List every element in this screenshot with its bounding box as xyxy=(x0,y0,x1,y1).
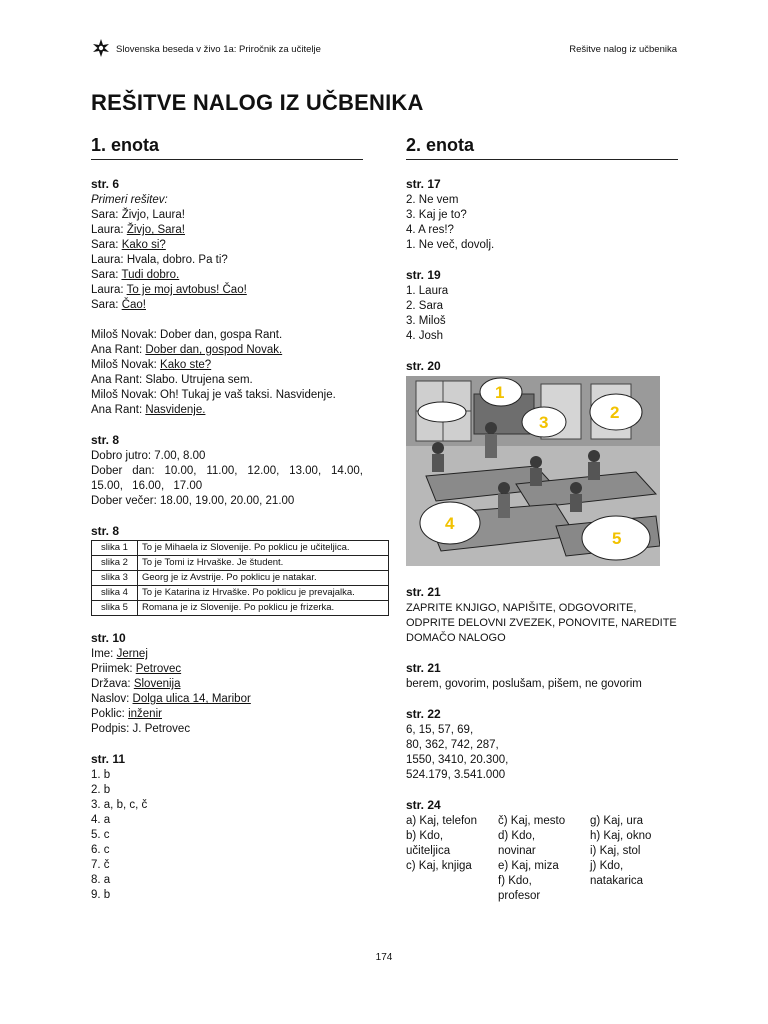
speaker-label: Miloš Novak: xyxy=(91,329,161,341)
answer-list xyxy=(498,814,590,904)
section-str-21-commands xyxy=(406,585,678,646)
section-str-8-table xyxy=(91,524,363,616)
dialogue-line xyxy=(91,358,363,373)
picture-description: Georg je iz Avstrije. Po poklicu je natakar. xyxy=(138,571,389,586)
unit-1-title: 1. enota xyxy=(91,134,363,160)
field-label: Priimek: xyxy=(91,663,136,675)
text-line: Dobro jutro: 7.00, 8.00 xyxy=(91,450,206,462)
picture-description: To je Katarina iz Hrvaške. Po poklicu je prevajalka. xyxy=(138,586,389,601)
dialogue-line xyxy=(91,253,363,268)
picture-table xyxy=(91,540,389,616)
speaker-label: Laura: xyxy=(91,284,127,296)
list-item: i) Kaj, stol xyxy=(590,845,641,857)
list-item: natakarica xyxy=(590,875,644,887)
page-number: 174 xyxy=(375,952,393,963)
list-item: f) Kdo, xyxy=(498,875,532,887)
classroom-drawing xyxy=(406,376,660,566)
list-item: učiteljica xyxy=(406,845,451,857)
speaker-label: Ana Rant: xyxy=(91,404,146,416)
dialogue-line xyxy=(91,208,363,223)
table-row xyxy=(92,556,389,571)
list-item: 1. b xyxy=(91,769,111,781)
dialogue-line xyxy=(91,238,363,253)
speaker-label: Sara: xyxy=(91,269,122,281)
dialogue-line xyxy=(91,403,363,418)
answer-list xyxy=(406,284,678,344)
speaker-label: Laura: xyxy=(91,224,127,236)
table-row xyxy=(92,541,389,556)
answer-text: Dober dan, gospod Novak. xyxy=(145,344,283,356)
list-item: h) Kaj, okno xyxy=(590,830,652,842)
section-title: str. 8 xyxy=(91,433,120,447)
dialogue-line xyxy=(91,268,363,283)
speaker-label: Sara: xyxy=(91,239,122,251)
speaker-label: Ana Rant: xyxy=(91,344,146,356)
speech-bubble-number: 1 xyxy=(495,383,505,402)
field-value: Slovenija xyxy=(133,678,181,690)
dialogue-2 xyxy=(91,328,363,418)
field-value: Jernej xyxy=(116,648,148,660)
list-item: b) Kdo, xyxy=(406,830,444,842)
field-value: inženir xyxy=(128,708,162,720)
page-title: REŠITVE NALOG IZ UČBENIKA xyxy=(91,90,424,115)
answer-text: Živjo, Sara! xyxy=(126,224,185,236)
dialogue-line xyxy=(91,373,363,388)
answer-text: Čao! xyxy=(121,299,146,311)
text-line: Dober dan: 10.00, 11.00, 12.00, 13.00, 14.00, 15.00, 16.00, 17.00 xyxy=(91,465,363,492)
speech-bubble-number: 3 xyxy=(539,413,549,432)
section-title: str. 21 xyxy=(406,661,441,675)
field-value: Dolga ulica 14, Maribor xyxy=(132,693,251,705)
answer-list xyxy=(406,814,498,904)
table-row xyxy=(92,586,389,601)
list-item: 6. c xyxy=(91,844,110,856)
given-text: Slabo. Utrujena sem. xyxy=(145,374,253,386)
section-title: str. 24 xyxy=(406,798,441,812)
dialogue-line xyxy=(91,223,363,238)
form-line xyxy=(91,662,363,677)
dialogue-1 xyxy=(91,208,363,313)
text-line: ZAPRITE KNJIGO, NAPIŠITE, ODGOVORITE, ODPRITE DELOVNI ZVEZEK, PONOVITE, NAREDITE DOMAČO NALOGO xyxy=(406,602,677,644)
section-title: str. 11 xyxy=(91,752,126,766)
list-item: 3. Miloš xyxy=(406,315,446,327)
list-item: 80, 362, 742, 287, xyxy=(406,739,499,751)
dialogue-line xyxy=(91,328,363,343)
list-item: 4. a xyxy=(91,814,111,826)
section-str-6 xyxy=(91,177,363,418)
list-item: 4. Josh xyxy=(406,330,444,342)
speech-bubble-number: 4 xyxy=(445,514,455,533)
dialogue-line xyxy=(91,283,363,298)
section-title: str. 8 xyxy=(91,524,120,538)
section-title: str. 19 xyxy=(406,268,441,282)
section-str-8-times xyxy=(91,433,363,509)
section-str-10 xyxy=(91,631,363,737)
given-text: Oh! Tukaj je vaš taksi. Nasvidenje. xyxy=(160,389,336,401)
answer-text: Nasvidenje. xyxy=(145,404,206,416)
table-row xyxy=(92,571,389,586)
answers-grid xyxy=(406,814,678,904)
list-item: 5. c xyxy=(91,829,110,841)
list-item: g) Kaj, ura xyxy=(590,815,644,827)
field-label: Ime: xyxy=(91,648,117,660)
answer-text: Tudi dobro. xyxy=(121,269,180,281)
text-line: berem, govorim, poslušam, pišem, ne govorim xyxy=(406,678,642,690)
header-section-title: Rešitve nalog iz učbenika xyxy=(569,44,677,55)
intro-text: Primeri rešitev: xyxy=(91,194,168,206)
speaker-label: Miloš Novak: xyxy=(91,389,161,401)
section-title: str. 6 xyxy=(91,177,120,191)
form-line xyxy=(91,677,363,692)
speaker-label: Miloš Novak: xyxy=(91,359,161,371)
answer-list xyxy=(406,723,678,783)
section-title: str. 21 xyxy=(406,585,441,599)
picture-label: slika 3 xyxy=(92,571,138,586)
speech-bubble-number: 2 xyxy=(610,403,620,422)
given-text: Živjo, Laura! xyxy=(121,209,185,221)
answer-text: Kako si? xyxy=(121,239,166,251)
section-str-20 xyxy=(406,359,678,566)
text-line: Dober večer: 18.00, 19.00, 20.00, 21.00 xyxy=(91,495,295,507)
list-item: 2. Sara xyxy=(406,300,444,312)
answer-text: Kako ste? xyxy=(160,359,212,371)
form-line xyxy=(91,692,363,707)
list-item: novinar xyxy=(498,845,536,857)
header-book-title: Slovenska beseda v živo 1a: Priročnik za učitelje xyxy=(116,44,321,55)
speaker-label: Sara: xyxy=(91,299,122,311)
speaker-label: Laura: xyxy=(91,254,127,266)
picture-label: slika 4 xyxy=(92,586,138,601)
answer-list xyxy=(406,193,678,253)
answer-text: To je moj avtobus! Čao! xyxy=(126,284,247,296)
list-item: profesor xyxy=(498,890,541,902)
list-item: e) Kaj, miza xyxy=(498,860,559,872)
section-title: str. 20 xyxy=(406,359,441,373)
list-item: d) Kdo, xyxy=(498,830,536,842)
field-label: Država: xyxy=(91,678,134,690)
section-str-11 xyxy=(91,752,363,903)
list-item: c) Kaj, knjiga xyxy=(406,860,472,872)
flower-logo-icon xyxy=(91,38,111,58)
table-row xyxy=(92,601,389,616)
section-title: str. 17 xyxy=(406,177,441,191)
unit-2-column xyxy=(406,134,678,919)
section-str-21-verbs xyxy=(406,661,678,692)
unit-2-title: 2. enota xyxy=(406,134,678,160)
form-line xyxy=(91,707,363,722)
list-item: 3. Kaj je to? xyxy=(406,209,467,221)
dialogue-line xyxy=(91,388,363,403)
section-str-22 xyxy=(406,707,678,783)
picture-description: To je Mihaela iz Slovenije. Po poklicu je učiteljica. xyxy=(138,541,389,556)
list-item: 1550, 3410, 20.300, xyxy=(406,754,509,766)
section-title: str. 22 xyxy=(406,707,441,721)
section-title: str. 10 xyxy=(91,631,126,645)
list-item: 2. Ne vem xyxy=(406,194,459,206)
signature-line: Podpis: J. Petrovec xyxy=(91,723,191,735)
list-item: 1. Laura xyxy=(406,285,449,297)
list-item: j) Kdo, xyxy=(590,860,624,872)
dialogue-line xyxy=(91,343,363,358)
list-item: č) Kaj, mesto xyxy=(498,815,566,827)
field-label: Naslov: xyxy=(91,693,133,705)
given-text: Hvala, dobro. Pa ti? xyxy=(126,254,228,266)
list-item: 1. Ne več, dovolj. xyxy=(406,239,495,251)
speaker-label: Ana Rant: xyxy=(91,374,146,386)
given-text: Dober dan, gospa Rant. xyxy=(160,329,283,341)
dialogue-line xyxy=(91,298,363,313)
list-item: 7. č xyxy=(91,859,110,871)
list-item: 6, 15, 57, 69, xyxy=(406,724,474,736)
list-item: 524.179, 3.541.000 xyxy=(406,769,506,781)
list-item: 8. a xyxy=(91,874,111,886)
picture-description: Romana je iz Slovenije. Po poklicu je frizerka. xyxy=(138,601,389,616)
list-item: 3. a, b, c, č xyxy=(91,799,148,811)
picture-label: slika 1 xyxy=(92,541,138,556)
list-item: 9. b xyxy=(91,889,111,901)
speaker-label: Sara: xyxy=(91,209,122,221)
section-str-17 xyxy=(406,177,678,253)
list-item: 2. b xyxy=(91,784,111,796)
answer-list xyxy=(590,814,678,904)
classroom-illustration xyxy=(406,376,660,566)
list-item: 4. A res!? xyxy=(406,224,454,236)
speech-bubble-number: 5 xyxy=(612,529,622,548)
picture-description: To je Tomi iz Hrvaške. Je študent. xyxy=(138,556,389,571)
list-item: a) Kaj, telefon xyxy=(406,815,477,827)
section-str-19 xyxy=(406,268,678,344)
picture-label: slika 2 xyxy=(92,556,138,571)
page-header xyxy=(91,40,677,58)
field-value: Petrovec xyxy=(135,663,182,675)
section-str-24 xyxy=(406,798,678,904)
field-label: Poklic: xyxy=(91,708,129,720)
form-line xyxy=(91,647,363,662)
unit-1-column xyxy=(91,134,363,918)
picture-label: slika 5 xyxy=(92,601,138,616)
